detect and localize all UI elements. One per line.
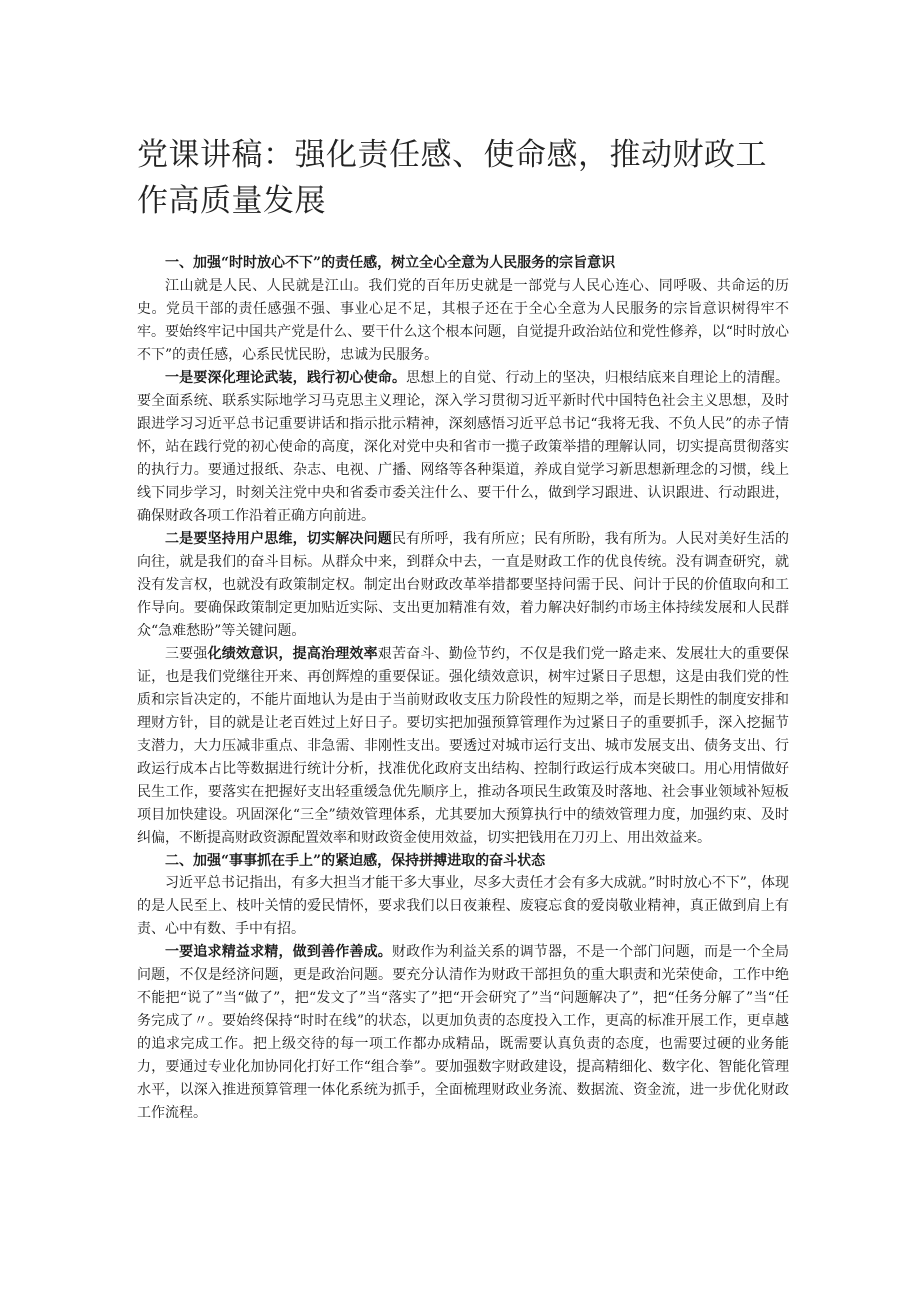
section-2-point-1 <box>137 941 789 1125</box>
section-1-point-1 <box>137 367 789 528</box>
section-1-point-3 <box>137 643 789 850</box>
section-2-point-1-body: 财政作为利益关系的调节器，不是一个部门问题，而是一个全局问题，不仅是经济问题，更是政治问题。要充分认清作为财政干部担负的重大职责和光荣使命，工作中绝不能把“说了”当“做了”，把“发文了”当“落实了”把“开会研究了”当“问题解决了”，把“任务分解了”当“任务完成了〃。要始终保持“时时在线”的状态，以更加负责的态度投入工作，更高的标准开展工作，更卓越的追求完成工作。把上级交待的每一项工作都办成精品，既需要认真负责的态度，也需要过硬的业务能力，要通过专业化加协同化打好工作“组合拳”。要加强数字财政建设，提高精细化、数字化、智能化管理水平，以深入推进预算管理一体化系统为抓手，全面梳理财政业务流、数据流、资金流，进一步优化财政工作流程。 <box>137 944 790 1122</box>
section-1-point-1-body: 思想上的自觉、行动上的坚决，归根结底来自理论上的清醒。要全面系统、联系实际地学习马克思主义理论，深入学习贯彻习近平新时代中国特色社会主义思想，及时跟进学习习近平总书记重要讲话和指示批示精神，深刻感悟习近平总书记“我将无我、不负人民”的赤子情怀，站在践行党的初心使命的高度，深化对党中央和省市一揽子政策举措的理解认同，切实提高贯彻落实的执行力。要通过报纸、杂志、电视、广播、网络等各种渠道，养成自觉学习新思想新理念的习惯，线上线下同步学习，时刻关注党中央和省委市委关注什么、要干什么，做到学习跟进、认识跟进、行动跟进，确保财政各项工作沿着正确方向前进。 <box>137 369 790 524</box>
section-2-intro: 习近平总书记指出，有多大担当才能干多大事业，尽多大责任才会有多大成就。”时时放心不下”，体现的是人民至上、枝叶关情的爱民情怀，要求我们以日夜兼程、废寝忘食的爱岗敬业精神，真正做到肩上有责、心中有数、手中有招。 <box>137 875 789 938</box>
section-1-point-3-lead: 化绩效意识，提高治理效率 <box>207 645 378 662</box>
section-1-point-1-lead: 一是要深化理论武装，践行初心使命。 <box>165 369 407 386</box>
section-1-point-3-body: 艰苦奋斗、勤俭节约，不仅是我们党一路走来、发展壮大的重要保证，也是我们党继往开来、再创辉煌的重要保证。强化绩效意识，树牢过紧日子思想，这是由我们党的性质和宗旨决定的，不能片面地认为是由于当前财政收支压力阶段性的短期之举，而是长期性的制度安排和理财方针，目的就是让老百姓过上好日子。要切实把加强预算管理作为过紧日子的重要抓手，深入挖掘节支潜力，大力压减非重点、非急需、非刚性支出。要透过对城市运行支出、城市发展支出、债务支出、行政运行成本占比等数据进行统计分析，找准优化政府支出结构、控制行政运行成本突破口。用心用情做好民生工作，要落实在把握好支出轻重缓急优先顺序上，推动各项民生政策及时落地、社会事业领域补短板项目加快建设。巩固深化“三全”绩效管理体系，尤其要加大预算执行中的绩效管理力度，加强约束、及时纠偏，不断提高财政资源配置效率和财政资金使用效益，切实把钱用在刀刃上、用出效益来。 <box>137 645 790 846</box>
section-1-heading: 一、加强“时时放心不下”的责任感，树立全心全意为人民服务的宗旨意识 <box>165 255 616 271</box>
document-page <box>137 132 789 1125</box>
section-1-intro: 江山就是人民、人民就是江山。我们党的百年历史就是一部党与人民心连心、同呼吸、共命运的历史。党员干部的责任感强不强、事业心足不足，其根子还在于全心全意为人民服务的宗旨意识树得牢不牢。要始终牢记中国共产党是什么、要干什么这个根本问题，自觉提升政治站位和党性修养，以“时时放心不下”的责任感，心系民忧民盼，忠诚为民服务。 <box>137 277 789 363</box>
section-1-point-2 <box>137 528 789 643</box>
document-title: 党课讲稿：强化责任感、使命感，推动财政工作高质量发展 <box>137 137 767 219</box>
section-2-heading: 二、加强“事事抓在手上”的紧迫感，保持拼搏进取的奋斗状态 <box>165 852 546 869</box>
section-1-point-2-body: 民有所呼，我有所应；民有所盼，我有所为。人民对美好生活的向往，就是我们的奋斗目标。从群众中来，到群众中去，一直是财政工作的优良传统。没有调查研究，就没有发言权，也就没有政策制定权。制定出台财政改革举措都要坚持问需于民、问计于民的价值取向和工作导向。要确保政策制定更加贴近实际、支出更加精准有效，着力解决好制约市场主体持续发展和人民群众“急难愁盼”等关键问题。 <box>137 530 790 639</box>
section-1-point-3-prefix: 三要强 <box>165 645 208 662</box>
section-1-point-2-lead: 二是要坚持用户思维，切实解决问题 <box>165 530 392 547</box>
section-2-point-1-lead: 一要追求精益求精，做到善作善成。 <box>165 944 392 961</box>
